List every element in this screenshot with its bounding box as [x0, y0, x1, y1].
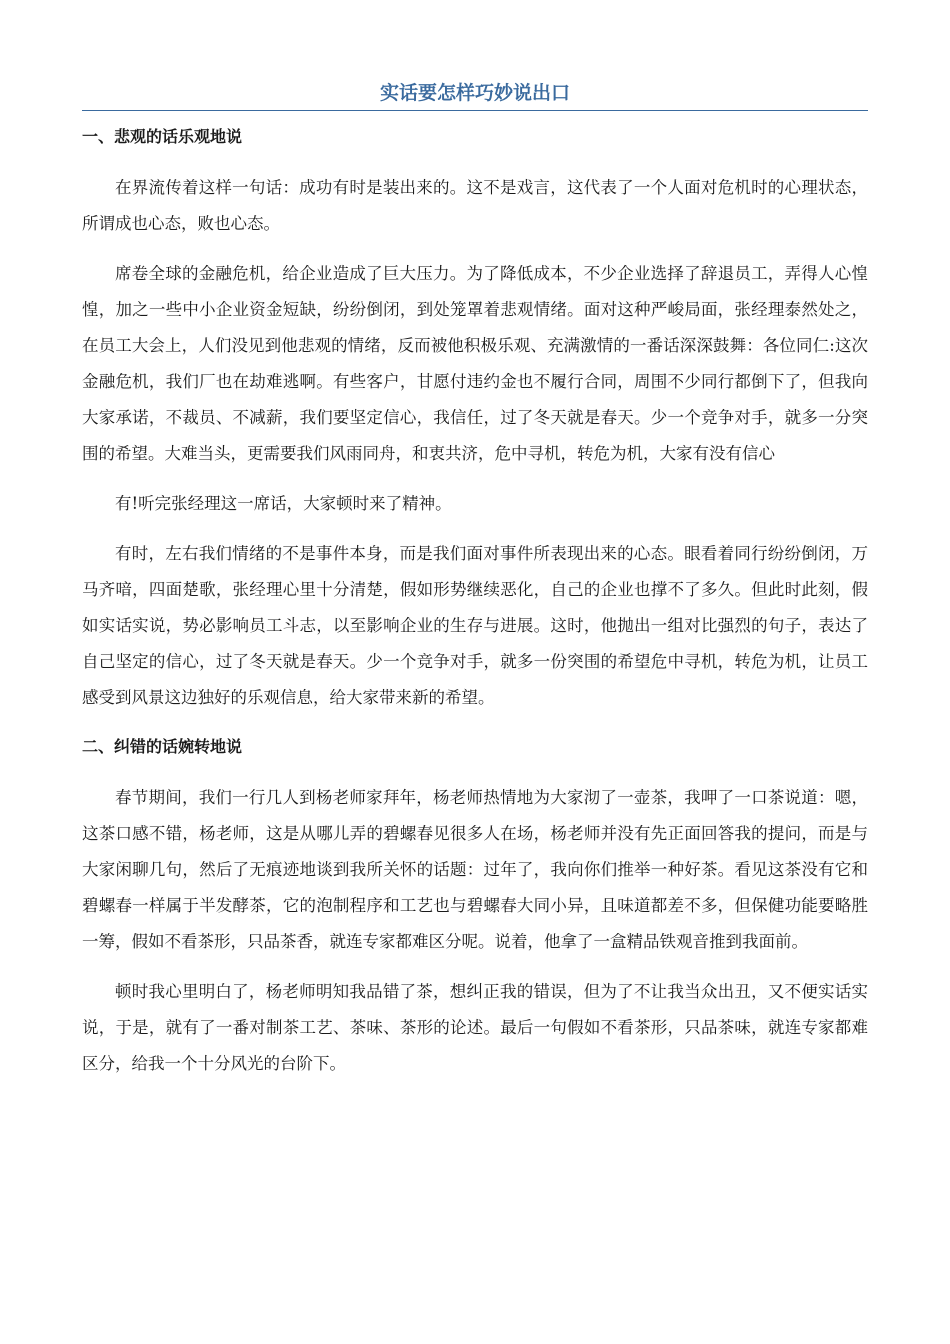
section-1-paragraph-4: 有时，左右我们情绪的不是事件本身，而是我们面对事件所表现出来的心态。眼看着同行纷纷倒闭，万马齐喑，四面楚歌，张经理心里十分清楚，假如形势继续恶化，自己的企业也撑不了多久。但此时此刻，假如实话实说，势必影响员工斗志，以至影响企业的生存与进展。这时，他抛出一组对比强烈的句子，表达了自己坚定的信心，过了冬天就是春天。少一个竞争对手，就多一份突围的希望危中寻机，转危为机，让员工感受到风景这边独好的乐观信息，给大家带来新的希望。 — [82, 544, 868, 707]
document-page — [82, 78, 868, 1082]
section-2-heading: 二、纠错的话婉转地说 — [82, 737, 243, 756]
section-1-paragraph-1: 在界流传着这样一句话：成功有时是装出来的。这不是戏言，这代表了一个人面对危机时的心理状态，所谓成也心态，败也心态。 — [82, 178, 868, 233]
section-2 — [82, 734, 868, 1082]
section-2-paragraph-2: 顿时我心里明白了，杨老师明知我品错了茶，想纠正我的错误，但为了不让我当众出丑，又不便实话实说，于是，就有了一番对制茶工艺、茶味、茶形的论述。最后一句假如不看茶形，只品茶味，就连专家都难区分，给我一个十分风光的台阶下。 — [82, 982, 868, 1073]
section-1-paragraph-3: 有!听完张经理这一席话，大家顿时来了精神。 — [115, 494, 452, 513]
document-title: 实话要怎样巧妙说出口 — [82, 78, 868, 111]
section-1 — [82, 124, 868, 716]
section-1-paragraph-2: 席卷全球的金融危机，给企业造成了巨大压力。为了降低成本，不少企业选择了辞退员工，弄得人心惶惶，加之一些中小企业资金短缺，纷纷倒闭，到处笼罩着悲观情绪。面对这种严峻局面，张经理泰然处之，在员工大会上，人们没见到他悲观的情绪，反而被他积极乐观、充满激情的一番话深深鼓舞：各位同仁:这次金融危机，我们厂也在劫难逃啊。有些客户，甘愿付违约金也不履行合同，周围不少同行都倒下了，但我向大家承诺，不裁员、不减薪，我们要坚定信心，我信任，过了冬天就是春天。少一个竞争对手，就多一分突围的希望。大难当头，更需要我们风雨同舟，和衷共济，危中寻机，转危为机，大家有没有信心 — [82, 264, 868, 463]
section-2-paragraph-1: 春节期间，我们一行几人到杨老师家拜年，杨老师热情地为大家沏了一壶茶，我呷了一口茶说道：嗯，这茶口感不错，杨老师，这是从哪儿弄的碧螺春见很多人在场，杨老师并没有先正面回答我的提问，而是与大家闲聊几句，然后了无痕迹地谈到我所关怀的话题：过年了，我向你们推举一种好茶。看见这茶没有它和碧螺春一样属于半发酵茶，它的泡制程序和工艺也与碧螺春大同小异，且味道都差不多，但保健功能要略胜一筹，假如不看茶形，只品茶香，就连专家都难区分呢。说着，他拿了一盒精品铁观音推到我面前。 — [82, 788, 868, 951]
section-1-heading: 一、悲观的话乐观地说 — [82, 127, 243, 146]
